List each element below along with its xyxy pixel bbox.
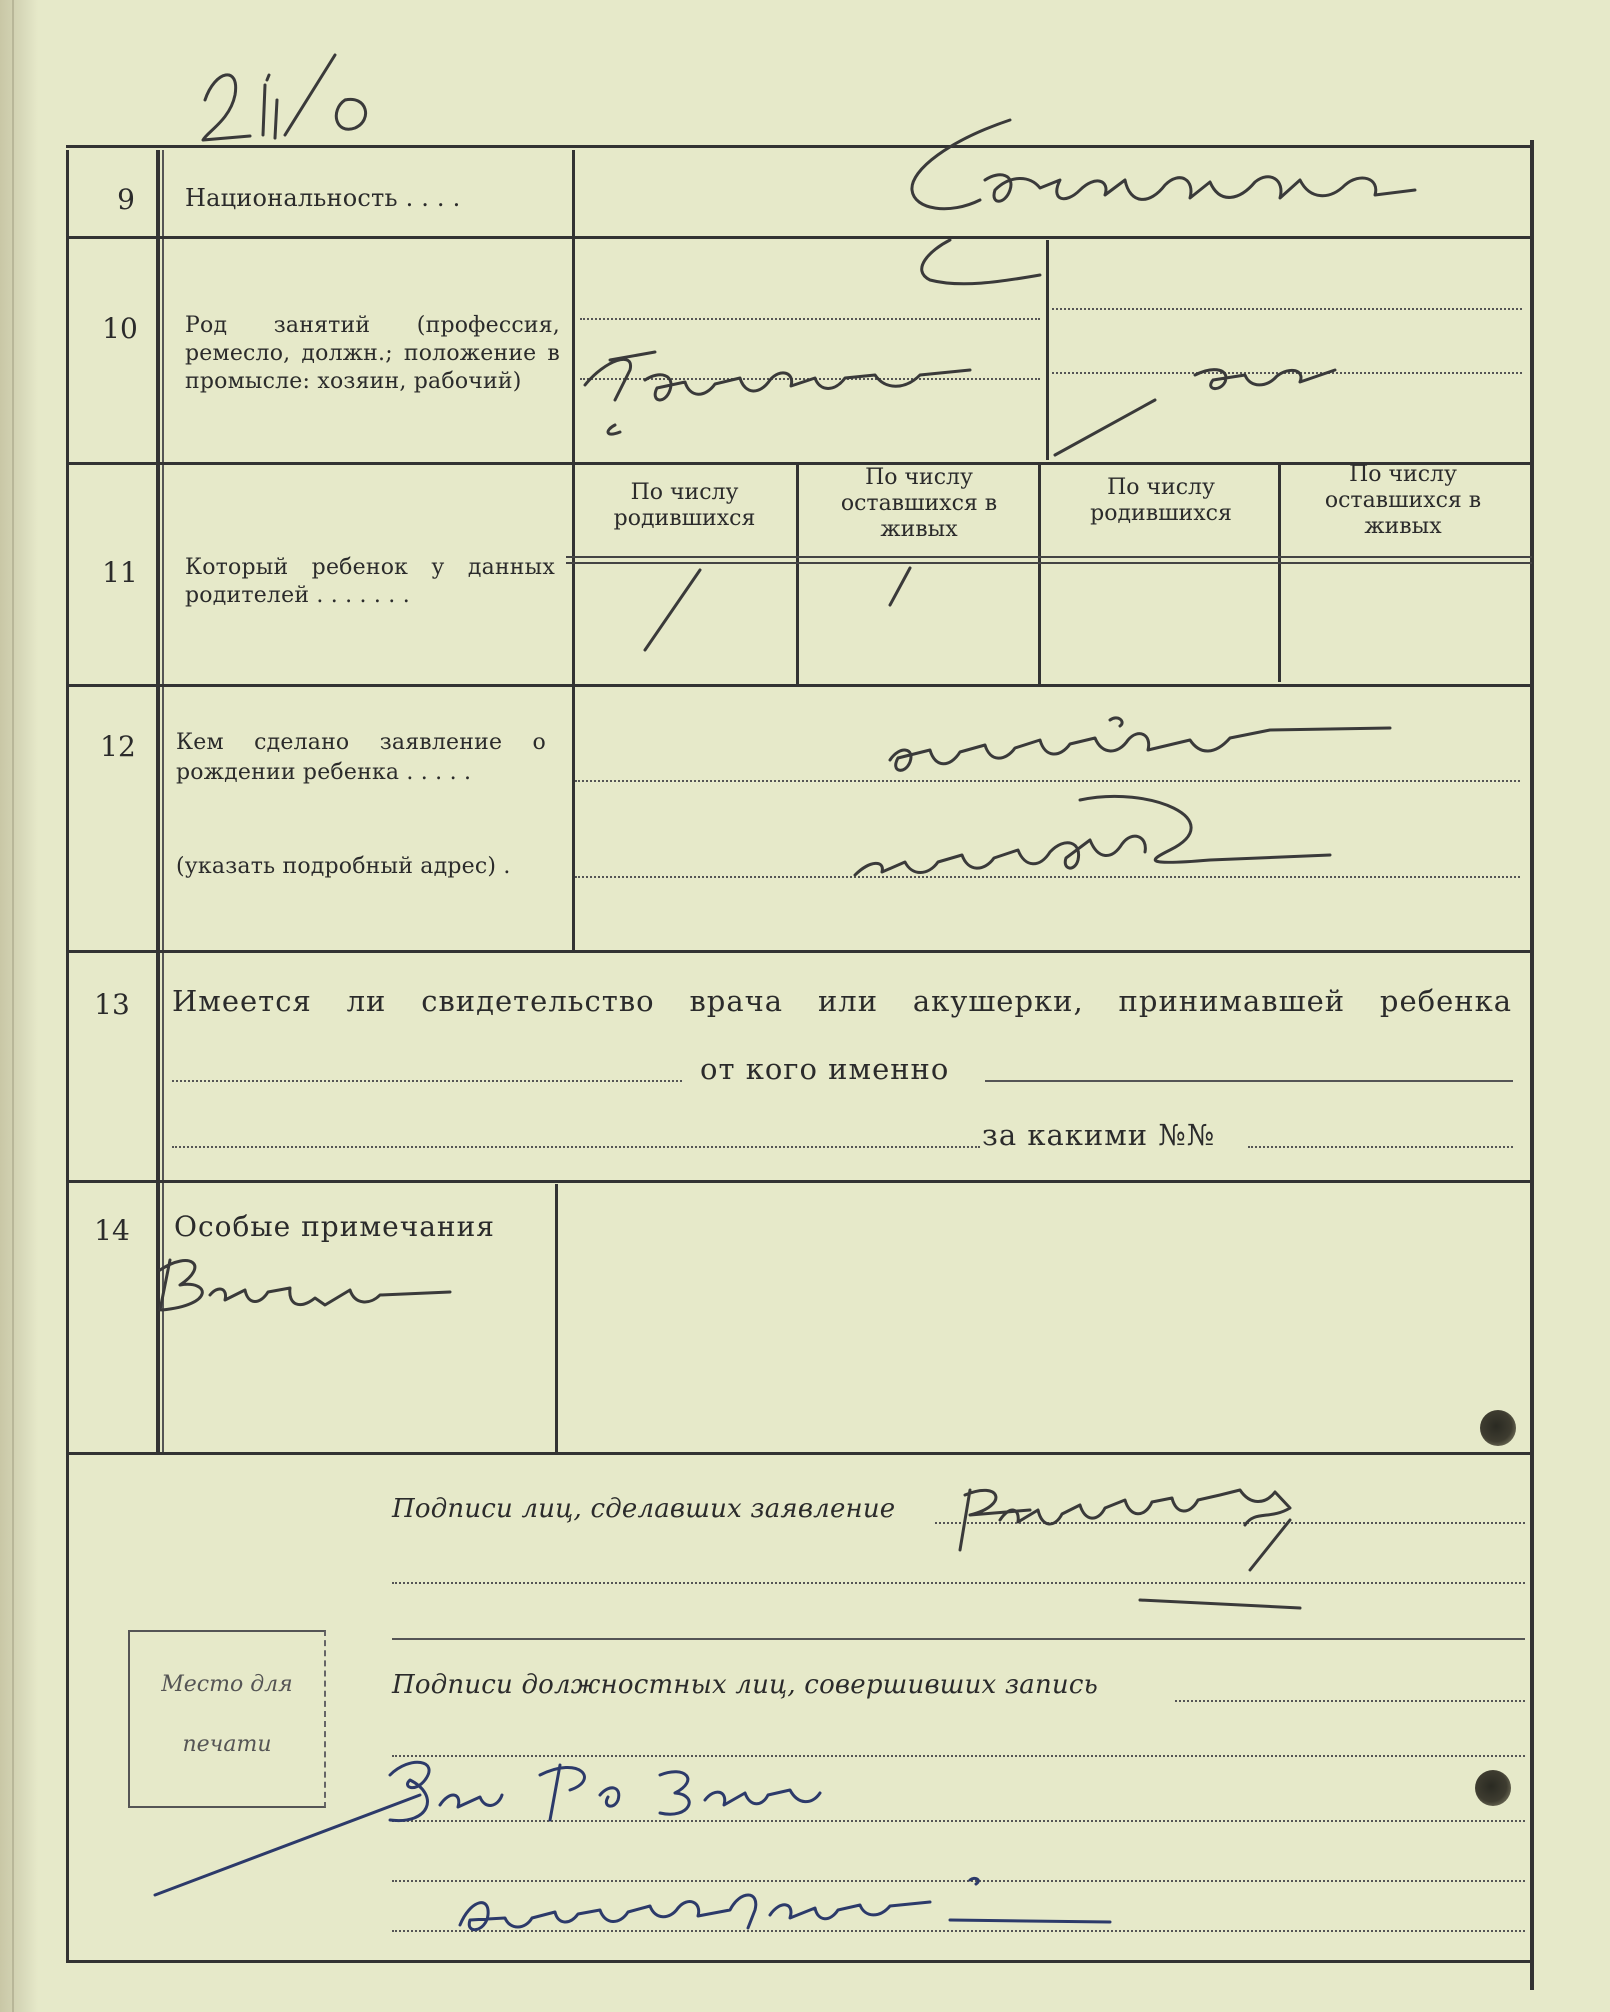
row-12-bottom (66, 950, 1534, 953)
row-11-header-rule (566, 556, 1532, 558)
row-13-line-1 (985, 1080, 1513, 1082)
row-12-handwriting-1 (870, 700, 1430, 790)
row-11-header-1: По числу родившихся (613, 480, 756, 531)
row-11-col-line-1 (796, 465, 799, 685)
row-12-address-label: (указать подробный адрес) . (176, 854, 511, 879)
row-11-header-3: По числу родившихся (1090, 475, 1232, 526)
row-14-bottom (66, 1452, 1534, 1455)
stamp-place-line-2: печати (182, 1732, 272, 1757)
row-12-number: 12 (100, 730, 136, 763)
applicants-signature-label: Подписи лиц, сделавших заявление (392, 1494, 896, 1524)
applicant-signature (940, 1480, 1360, 1620)
row-10-dots-3 (1052, 308, 1522, 310)
row-10-label: Род занятий (профессия, ремесло, должн.; положение в промысле: хозяин, рабочий) (185, 313, 560, 394)
row-12-label: Кем сделано заявление о рождении ребенка . . . . . (176, 730, 546, 785)
row-9-bottom (66, 236, 1534, 239)
officials-signature-label: Подписи должностных лиц, совершивших запись (392, 1670, 1098, 1700)
row-11-col-line-3 (1278, 462, 1281, 682)
row-14-divider (555, 1184, 558, 1454)
row-14-label: Особые примечания (174, 1210, 495, 1243)
label-column-line (572, 150, 575, 950)
page-binding-edge (0, 0, 38, 2012)
row-9-handwriting (890, 110, 1450, 300)
row-13-dots-3 (1248, 1146, 1513, 1148)
row-11-label: Который ребенок у данных родителей . . . . . . . (185, 555, 555, 608)
sig-dots-4 (1175, 1700, 1525, 1702)
row-11-value-1 (630, 560, 720, 660)
row-11-header-2: По числу оставшихся в живых (840, 465, 998, 542)
row-13-dots-1 (172, 1080, 682, 1082)
row-11-bottom (66, 684, 1534, 687)
row-11-number: 11 (102, 556, 138, 589)
frame-right (1530, 140, 1534, 1990)
punch-hole-top (1480, 1410, 1516, 1446)
row-13-question: Имеется ли свидетельство врача или акушерки, принимавшей ребенка (172, 984, 1512, 1018)
official-signature-2 (430, 1870, 1150, 1950)
row-11-header-4: По числу оставшихся в живых (1324, 462, 1482, 539)
frame-left (66, 150, 69, 1960)
row-9-number: 9 (117, 183, 135, 216)
row-14-handwriting (150, 1250, 470, 1330)
row-13-bottom (66, 1180, 1534, 1183)
row-13-from-whom: от кого именно (700, 1052, 950, 1086)
frame-bottom (66, 1960, 1534, 1963)
row-11-col-line-2 (1038, 462, 1041, 684)
row-10-number: 10 (102, 312, 138, 345)
row-10-handwriting-right (1045, 340, 1375, 460)
sig-line-3 (392, 1638, 1525, 1640)
row-13-numbers: за какими №№ (982, 1118, 1216, 1152)
row-11-value-2 (860, 560, 940, 620)
row-9-label: Национальность . . . . (185, 184, 461, 212)
row-14-number: 14 (94, 1214, 130, 1247)
stamp-place-line-1: Место для (161, 1672, 293, 1697)
row-10-handwriting-left (575, 320, 1005, 440)
archive-number (195, 40, 395, 150)
punch-hole-bottom (1475, 1770, 1511, 1806)
row-13-number: 13 (94, 988, 130, 1021)
row-12-handwriting-2 (850, 780, 1370, 890)
row-13-dots-2 (172, 1146, 980, 1148)
